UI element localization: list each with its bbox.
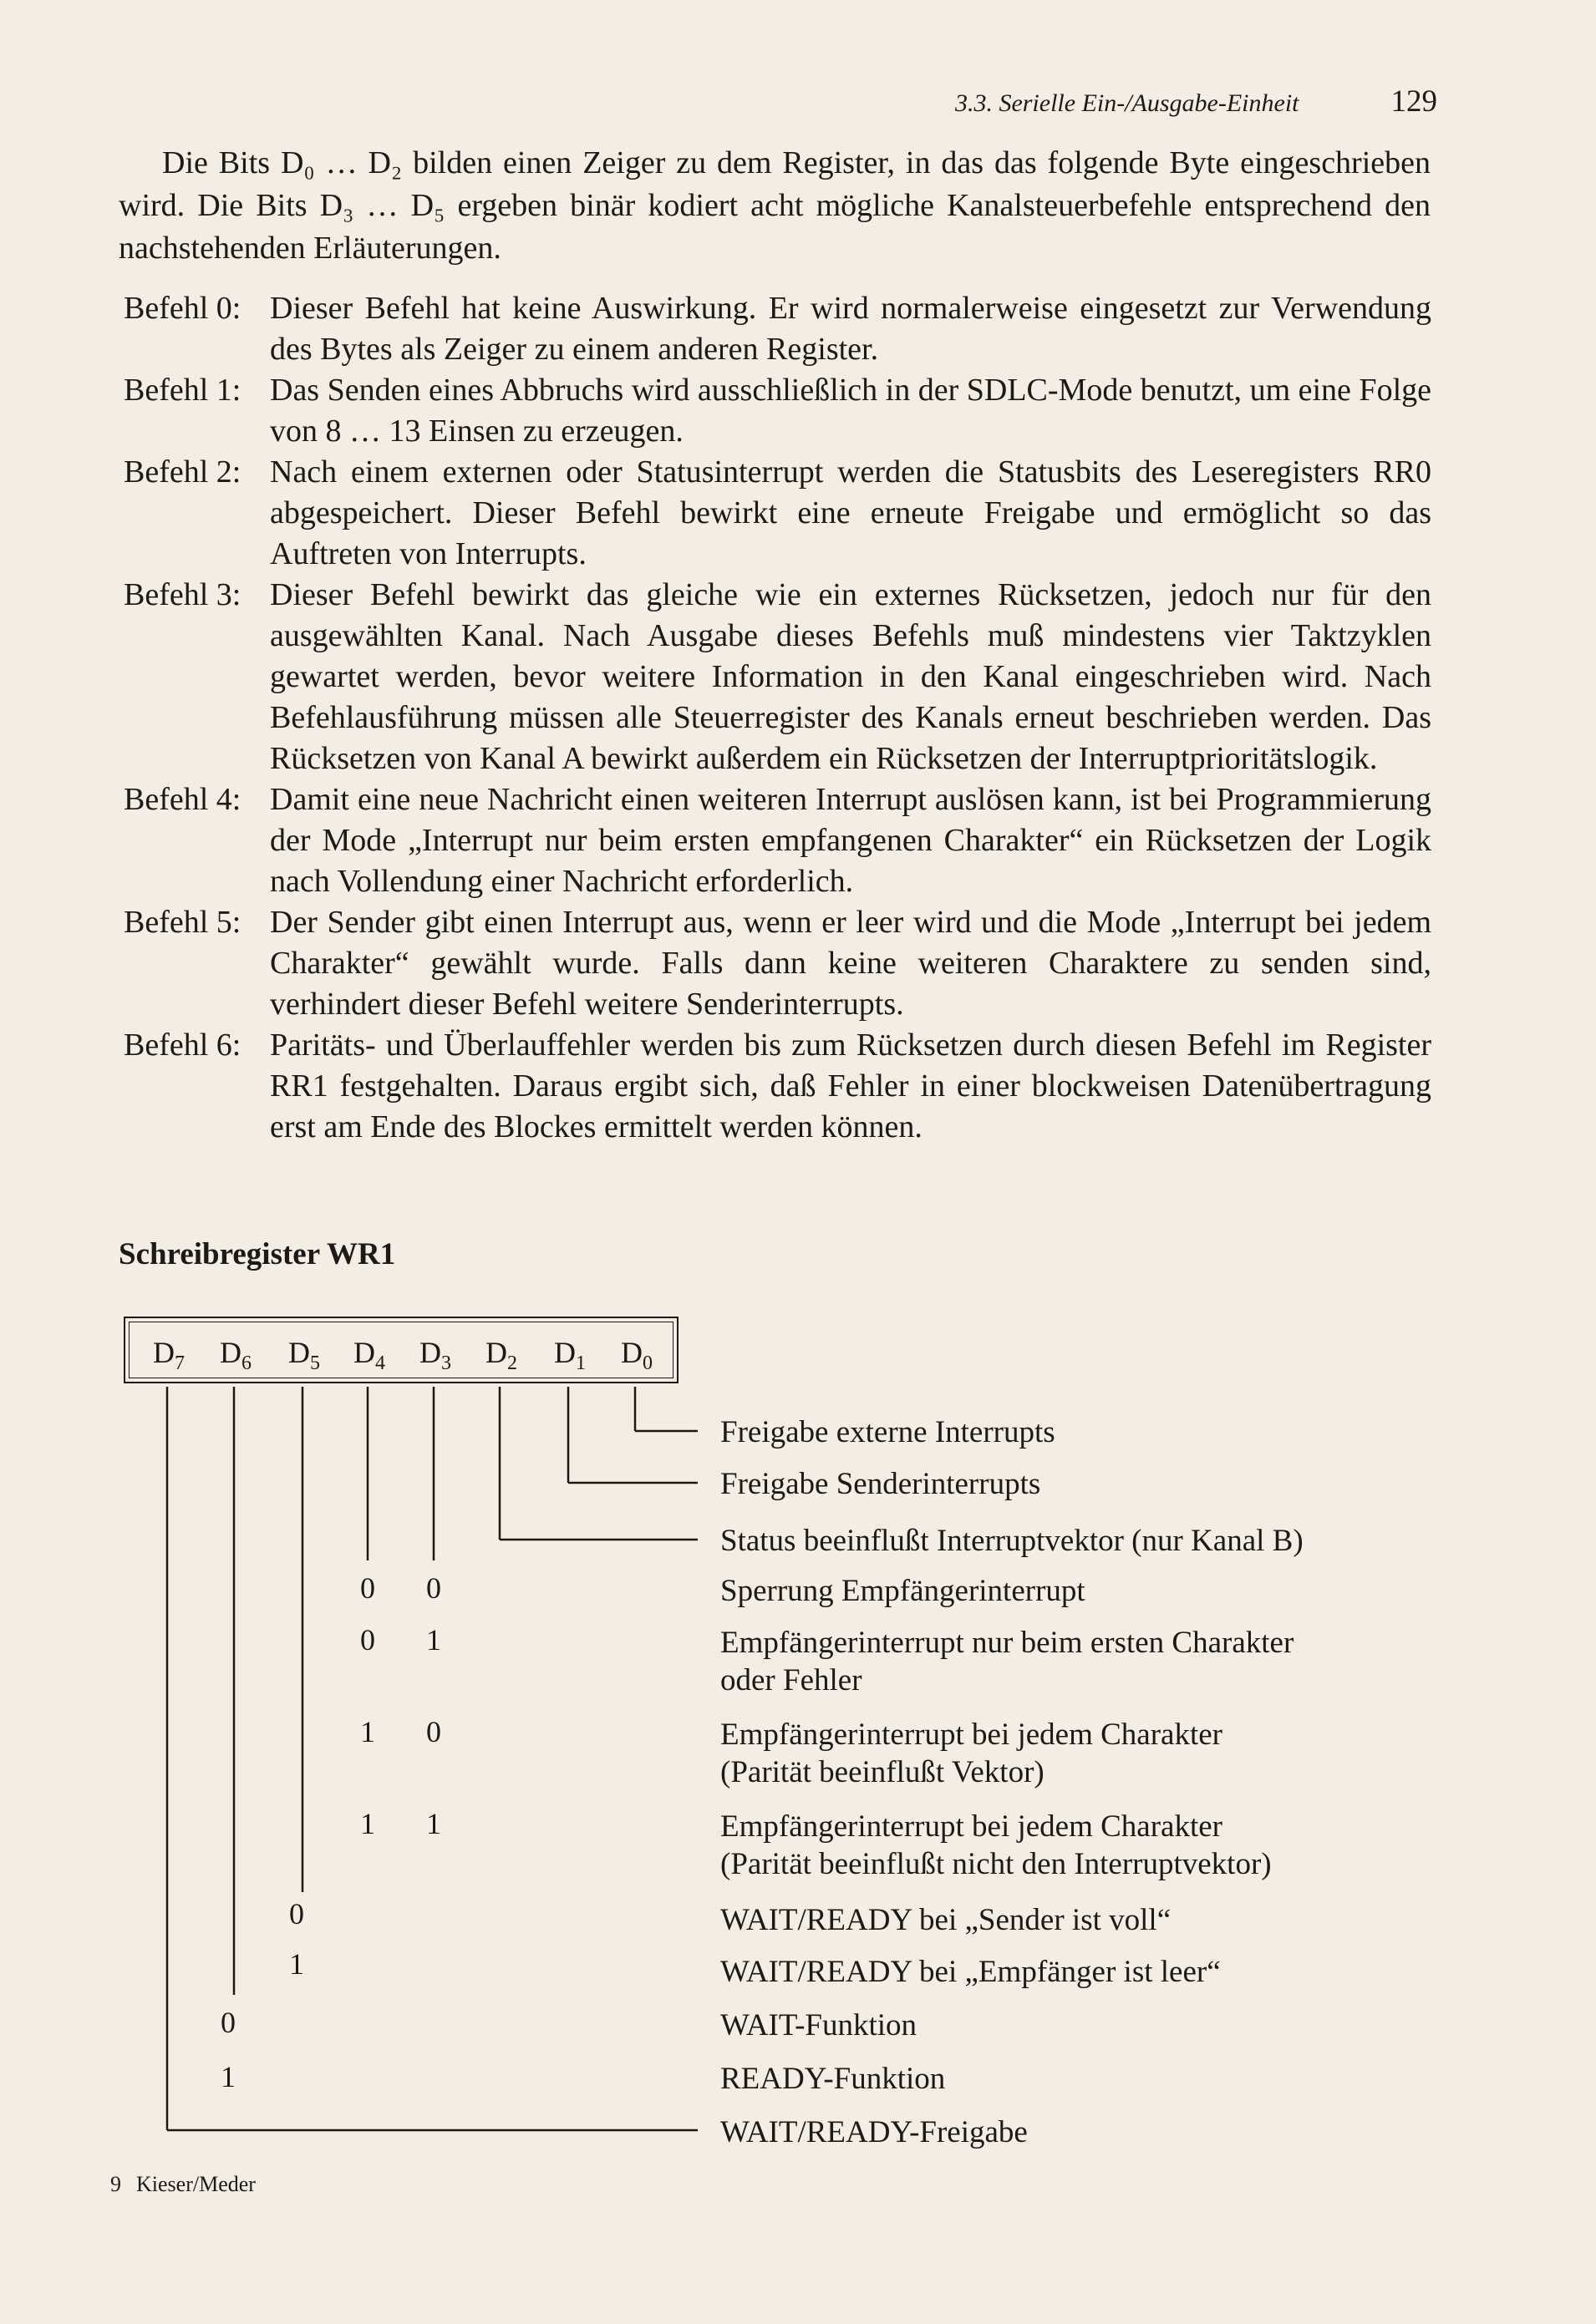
bit-value-d4: 1	[360, 1807, 375, 1840]
legend-d5-0: WAIT/READY bei „Sender ist voll“	[720, 1903, 1172, 1937]
legend-d4d3-01: Empfängerinterrupt nur beim ersten Charakter oder Fehler	[720, 1626, 1294, 1697]
command-text: Paritäts- und Überlauffehler werden bis zum Rücksetzen durch diesen Befehl im Register RR1 festgehalten. Daraus ergibt sich, daß Fehler in einer blockweisen Datenübertragung erst am Ende des Blockes ermittelt werden können.	[270, 1028, 1431, 1144]
legend-d6-1: READY-Funktion	[720, 2062, 946, 2096]
bit-value-d3: 1	[426, 1623, 441, 1657]
legend-d4d3-00: Sperrung Empfängerinterrupt	[720, 1574, 1085, 1608]
command-label: Befehl 2:	[124, 454, 241, 490]
command-text: Dieser Befehl bewirkt das gleiche wie ein externes Rücksetzen, jedoch nur für den ausgewählten Kanal. Nach Ausgabe dieses Befehls muß mindestens vier Taktzyklen gewartet werden, bevor weitere Information in den Kanal eingeschrieben wird. Nach Befehlausführung müssen alle Steuerregister des Kanals erneut beschrieben werden. Das Rücksetzen von Kanal A bewirkt außerdem ein Rücksetzen der Interruptprioritätslogik.	[270, 577, 1431, 776]
section-heading: Schreibregister WR1	[119, 1237, 396, 1271]
command-text: Nach einem externen oder Statusinterrupt werden die Statusbits des Leseregisters RR0 abgespeichert. Dieser Befehl bewirkt eine erneute Freigabe und ermöglicht so das Auftreten von Interrupts.	[270, 454, 1431, 571]
command-text: Der Sender gibt einen Interrupt aus, wenn er leer wird und die Mode „Interrupt bei jedem Charakter“ gewählt wurde. Falls dann keine weiteren Charaktere zu senden sind, verhindert dieser Befehl weitere Senderinterrupts.	[270, 905, 1431, 1022]
legend-d0: Freigabe externe Interrupts	[720, 1415, 1055, 1449]
command-label: Befehl 4:	[124, 782, 241, 817]
legend-d4d3-10: Empfängerinterrupt bei jedem Charakter (Parität beeinflußt Vektor)	[720, 1718, 1222, 1789]
bit-value-d6: 1	[221, 2060, 236, 2093]
bit-label-d2: $D_2$	[485, 1336, 517, 1375]
footer-authors: Kieser/Meder	[136, 2172, 256, 2196]
legend-d5-1: WAIT/READY bei „Empfänger ist leer“	[720, 1955, 1221, 1989]
bit-value-d4: 0	[360, 1623, 375, 1657]
bit-value-d3: 0	[426, 1715, 441, 1748]
bit-value-d5: 1	[289, 1947, 304, 1981]
command-label: Befehl 5:	[124, 905, 241, 940]
signature-mark: 9	[110, 2172, 121, 2196]
register-bit-box	[124, 1317, 679, 1383]
bit-value-d6: 0	[221, 2006, 236, 2039]
legend-d6-0: WAIT-Funktion	[720, 2008, 917, 2042]
bit-label-d7: $D_7$	[153, 1336, 185, 1375]
command-label: Befehl 6:	[124, 1028, 241, 1063]
page-number: 129	[1390, 84, 1437, 119]
bit-label-d1: $D_1$	[554, 1336, 586, 1375]
bit-label-d0: $D_0$	[621, 1336, 653, 1375]
bit-value-d5: 0	[289, 1897, 304, 1931]
bit-label-d5: $D_5$	[288, 1336, 320, 1375]
bit-value-d3: 1	[426, 1807, 441, 1840]
running-title: 3.3. Serielle Ein-/Ausgabe-Einheit	[954, 89, 1299, 117]
command-label: Befehl 0:	[124, 291, 241, 326]
command-text: Dieser Befehl hat keine Auswirkung. Er wird normalerweise eingesetzt zur Verwendung des Bytes als Zeiger zu einem anderen Register.	[270, 291, 1431, 367]
bit-label-d4: $D_4$	[353, 1336, 385, 1375]
legend-d1: Freigabe Senderinterrupts	[720, 1467, 1041, 1501]
command-label: Befehl 1:	[124, 373, 241, 408]
bit-value-d3: 0	[426, 1571, 441, 1605]
bit-label-d3: $D_3$	[419, 1336, 451, 1375]
legend-d2: Status beeinflußt Interruptvektor (nur Kanal B)	[720, 1524, 1304, 1558]
bit-value-d4: 1	[360, 1715, 375, 1748]
command-label: Befehl 3:	[124, 577, 241, 612]
bit-value-d4: 0	[360, 1571, 375, 1605]
command-text: Das Senden eines Abbruchs wird ausschließlich in der SDLC-Mode benutzt, um eine Folge von 8 … 13 Einsen zu erzeugen.	[270, 373, 1431, 449]
legend-d7: WAIT/READY-Freigabe	[720, 2115, 1028, 2149]
intro-paragraph: Die Bits D₀ … D₂ bilden einen Zeiger zu dem Register, in das das folgende Byte eingeschrieben wird. Die Bits D₃ … D₅ ergeben binär kodiert acht mögliche Kanalsteuerbefehle entsprechend den nachstehenden Erläuterungen.	[119, 145, 1431, 266]
command-text: Damit eine neue Nachricht einen weiteren Interrupt auslösen kann, ist bei Programmierung der Mode „Interrupt nur beim ersten empfangenen Charakter“ ein Rücksetzen der Logik nach Vollendung einer Nachricht erforderlich.	[270, 782, 1431, 899]
legend-d4d3-11: Empfängerinterrupt bei jedem Charakter (Parität beeinflußt nicht den Interruptvektor)	[720, 1809, 1272, 1881]
page-footer	[110, 2172, 256, 2197]
bit-label-d6: $D_6$	[220, 1336, 252, 1375]
